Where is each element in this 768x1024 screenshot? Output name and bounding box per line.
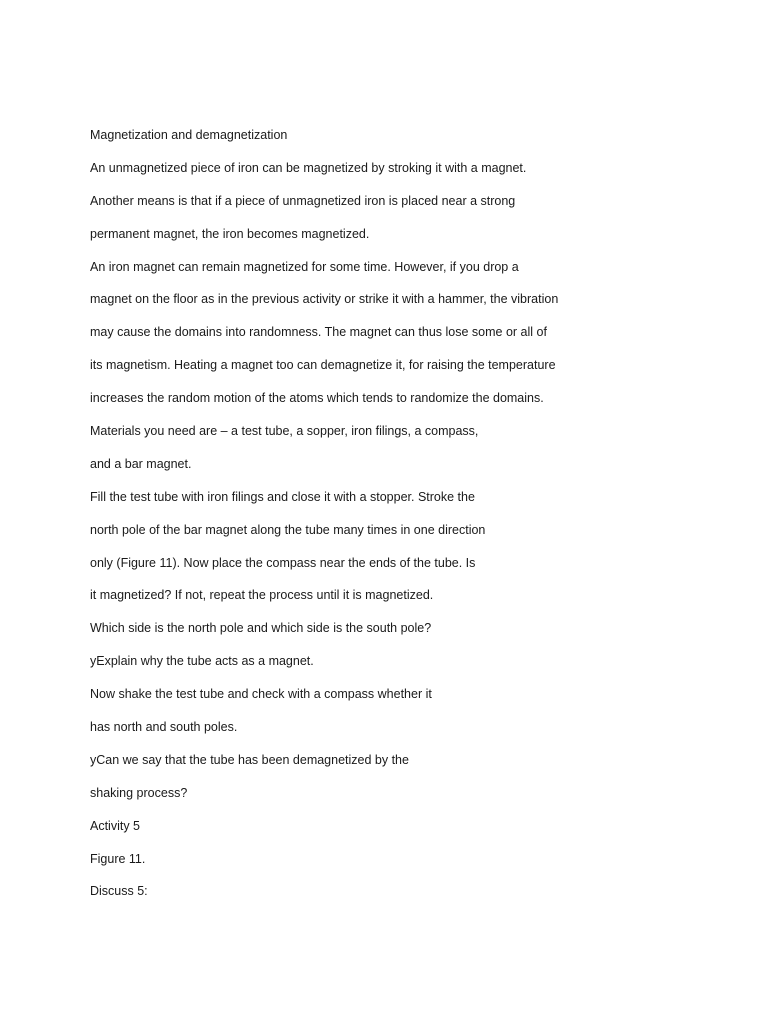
text-line: Now shake the test tube and check with a compass whether it [90, 687, 432, 702]
text-line: only (Figure 11). Now place the compass near the ends of the tube. Is [90, 555, 476, 570]
figure-caption: Figure 11. [90, 851, 146, 866]
text-line: Another means is that if a piece of unmagnetized iron is placed near a strong [90, 193, 516, 208]
text-line: north pole of the bar magnet along the tube many times in one direction [90, 522, 486, 537]
activity-heading: Activity 5 [90, 818, 141, 833]
text-line: An iron magnet can remain magnetized for some time. However, if you drop a [90, 259, 519, 274]
text-line: permanent magnet, the iron becomes magnetized. [90, 226, 370, 241]
text-line: An unmagnetized piece of iron can be magnetized by stroking it with a magnet. [90, 160, 527, 175]
text-line: has north and south poles. [90, 720, 238, 735]
text-line: may cause the domains into randomness. The magnet can thus lose some or all of [90, 325, 547, 340]
text-line: it magnetized? If not, repeat the process until it is magnetized. [90, 588, 434, 603]
text-line: its magnetism. Heating a magnet too can demagnetize it, for raising the temperature [90, 358, 556, 373]
text-line: yCan we say that the tube has been demagnetized by the [90, 752, 409, 767]
text-line: Materials you need are – a test tube, a sopper, iron filings, a compass, [90, 424, 479, 439]
text-line: yExplain why the tube acts as a magnet. [90, 654, 314, 669]
text-line: and a bar magnet. [90, 456, 192, 471]
discuss-heading: Discuss 5: [90, 884, 148, 899]
text-line: Which side is the north pole and which side is the south pole? [90, 621, 432, 636]
text-line: shaking process? [90, 785, 188, 800]
text-line: Fill the test tube with iron filings and close it with a stopper. Stroke the [90, 489, 475, 504]
text-line: magnet on the floor as in the previous activity or strike it with a hammer, the vibration [90, 292, 559, 307]
text-line: increases the random motion of the atoms which tends to randomize the domains. [90, 391, 544, 406]
document-title: Magnetization and demagnetization [90, 128, 288, 142]
document-body [90, 124, 710, 913]
